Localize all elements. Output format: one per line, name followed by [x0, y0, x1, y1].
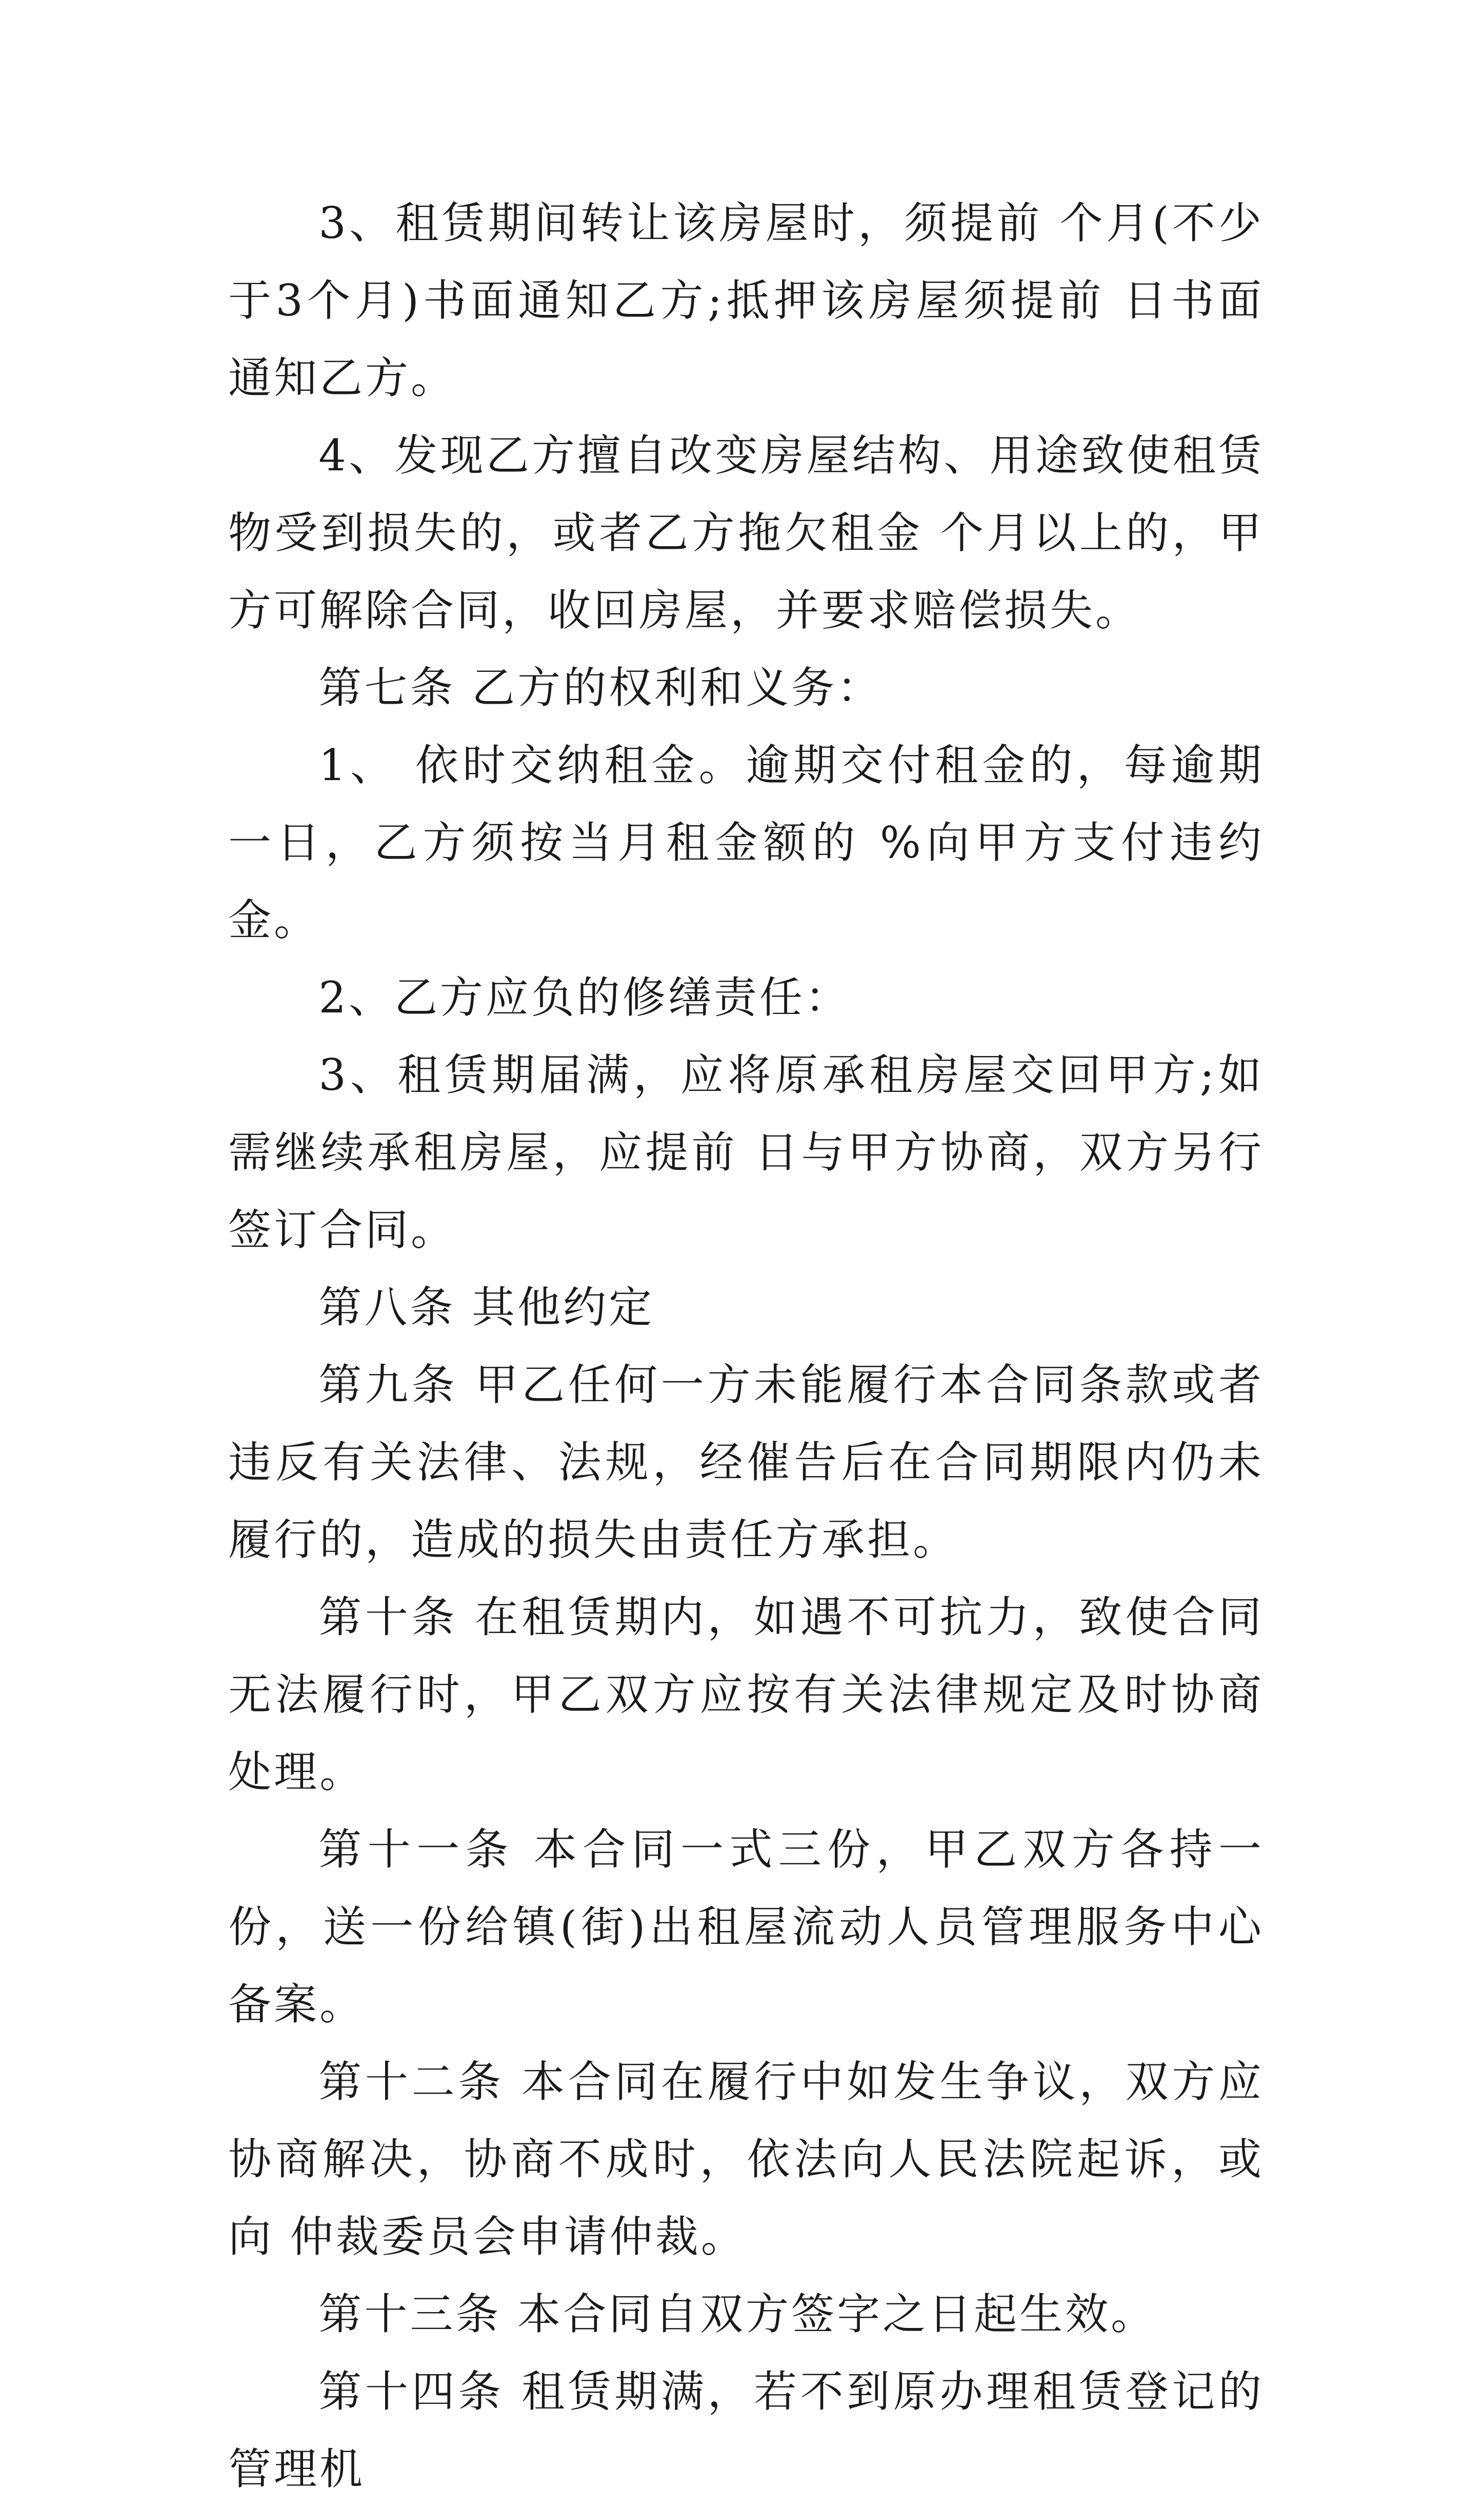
contract-body [228, 185, 1264, 2508]
article-12-disputes: 第十二条 本合同在履行中如发生争议，双方应协商解决，协商不成时，依法向人民法院起诉，或向 仲裁委员会申请仲裁。 [228, 2057, 1264, 2262]
clause-landlord-4-termination: 4、发现乙方擅自改变房屋结构、用途致使租赁物受到损失的，或者乙方拖欠租金 个月以上的，甲方可解除合同，收回房屋，并要求赔偿损失。 [228, 430, 1264, 635]
clause-tenant-1-rent-payment: 1、 依时交纳租金。逾期交付租金的，每逾期一日，乙方须按当月租金额的 %向甲方支付违约金。 [228, 740, 1264, 945]
clause-landlord-3-transfer-notice: 3、租赁期间转让该房屋时，须提前 个月(不少于3个月)书面通知乙方;抵押该房屋须提前 日书面通知乙方。 [228, 198, 1265, 403]
clause-tenant-2-repair: 2、乙方应负的修缮责任： [318, 972, 851, 1023]
article-7-heading: 第七条 乙方的权利和义务： [318, 663, 883, 713]
article-14-lease-expiry-registration: 第十四条 租赁期满，若不到原办理租赁登记的管理机 [228, 2366, 1264, 2494]
article-11-copies: 第十一条 本合同一式三份，甲乙双方各持一份，送一份给镇(街)出租屋流动人员管理服务中心备案。 [228, 1824, 1264, 2029]
article-8-other-terms: 第八条 其他约定 [318, 1282, 655, 1332]
article-9-breach: 第九条 甲乙任何一方未能履行本合同条款或者违反有关法律、法规，经催告后在合同期限内仍未履行的，造成的损失由责任方承担。 [228, 1360, 1264, 1565]
article-13-effective-date: 第十三条 本合同自双方签字之日起生效。 [318, 2289, 1157, 2339]
clause-tenant-3-lease-expiry: 3、租赁期届满，应将原承租房屋交回甲方;如需继续承租房屋，应提前 日与甲方协商，双方另行签订合同。 [228, 1050, 1264, 1255]
article-10-force-majeure: 第十条 在租赁期内，如遇不可抗力，致使合同无法履行时，甲乙双方应按有关法律规定及时协商处理。 [228, 1592, 1264, 1797]
